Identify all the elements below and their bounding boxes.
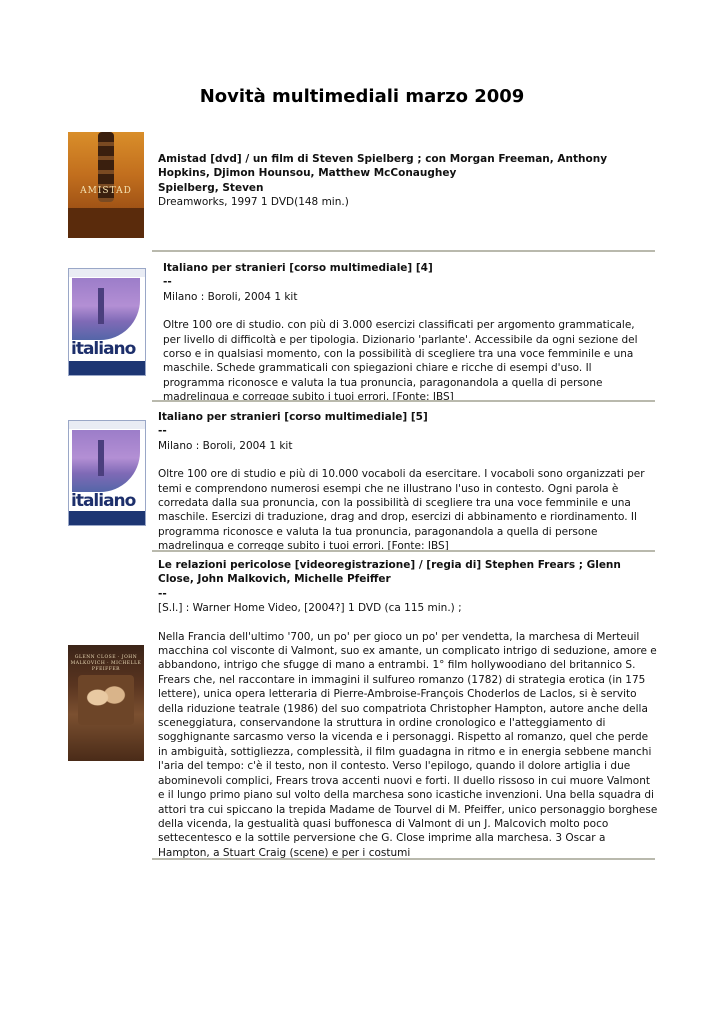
- cover-bottom-band: [69, 511, 145, 525]
- entry-dash: --: [158, 587, 167, 600]
- page-title: Novità multimediali marzo 2009: [199, 86, 525, 107]
- entry-author: Spielberg, Steven: [158, 181, 264, 194]
- cover-top-band: [69, 269, 145, 277]
- italiano-cover-image: [68, 268, 146, 376]
- venice-photo: [72, 430, 140, 492]
- entry-title: Italiano per stranieri [corso multimediale] [4]: [163, 262, 433, 274]
- entry-description: Oltre 100 ore di studio. con più di 3.000 esercizi classificati per argomento grammaticale, per livello di difficoltà e per tipologia. Dizionario 'parlante'. Accessibile da ogni sezione del corso e in qualsiasi momento, con la possibilità di scegliere tra una voce femminile e una maschile. Schede grammaticali con spiegazioni chiare e ricche di esempi d'uso. Il programma riconosce e valuta la tua pronuncia, paragonandola a quella di persone madrelingua e corregge subito i tuoi errori. [Fonte: IBS]: [163, 319, 638, 404]
- italiano-cover-image: [68, 420, 146, 526]
- entry-description: Oltre 100 ore di studio e più di 10.000 vocaboli da esercitare. I vocaboli sono organizzati per temi e comprendono numerosi esempi che ne illustrano l'uso in contesto. Ogni parola è corredata dalla sua pronuncia, con la possibilità di scegliere tra una voce femminile e una maschile. Esercizi di traduzione, drag and drop, esercizi di abbinamento e riordinamento. Il programma riconosce e valuta la tua pronuncia, paragonandola a quella di persone madrelingua e corregge subito i tuoi errori. [Fonte: IBS]: [158, 468, 645, 553]
- amistad-cover-image: [68, 132, 144, 238]
- cover-logo-text: italiano: [71, 339, 136, 359]
- entry-dash: --: [158, 425, 167, 438]
- entry-divider: [152, 550, 655, 552]
- entry-publication: Milano : Boroli, 2004 1 kit: [158, 439, 293, 452]
- entry-publication: Dreamworks, 1997 1 DVD(148 min.): [158, 196, 349, 209]
- cover-bottom-band: [69, 361, 145, 375]
- entry-publication: [S.l.] : Warner Home Video, [2004?] 1 DVD (ca 115 min.) ;: [158, 602, 462, 615]
- entry-publication: Milano : Boroli, 2004 1 kit: [163, 290, 298, 303]
- tower-shape: [98, 440, 104, 476]
- venice-photo: [72, 278, 140, 340]
- entry-description: Nella Francia dell'ultimo '700, un po' per gioco un po' per vendetta, la marchesa di Merteuil macchina col visconte di Valmont, suo ex amante, un complicato intrigo di seduzione, amore e abbandono, intrigo che sfugge di mano a entrambi. 1° film hollywoodiano del britannico S. Frears che, nel raccontare in immagini il sulfureo romanzo (1782) di strategia erotica (in 175 lettere), unica opera letteraria di Pierre-Ambroise-François Choderlos de Laclos, si è servito della riduzione teatrale (1986) del suo compatriota Christopher Hampton, autore anche della sceneggiatura, conservandone la struttura in ordine cronologico e l'atteggiamento di sogghignante sarcasmo verso la vicenda e i personaggi. Rispetto al romanzo, quel che perde in ambiguità, sottigliezza, complessità, il film guadagna in ritmo e in energia sebbene manchi l'aria del tempo: c'è il testo, non il contesto. Verso l'epilogo, quando il dolore artiglia i due abominevoli complici, Frears trova accenti nuovi e forti. Il duello rissoso in cui muore Valmont e il lungo primo piano sul volto della marchesa sono icastiche invenzioni. Una bella squadra di attori tra cui spiccano la trepida Madame de Tourvel di M. Pfeiffer, unico personaggio borghese della vicenda, la gestualità quasi buffonesca di Valmont di un J. Malcovich molto poco settecentesco e la sottile perversione che G. Close imprime alla marchesa. 3 Oscar a Hampton, a Stuart Craig (scene) e per i costumi: [158, 630, 658, 859]
- entry-title: Amistad [dvd] / un film di Steven Spielberg ; con Morgan Freeman, Anthony Hopkins, Djimon Hounsou, Matthew McConaughey: [158, 153, 608, 180]
- cover-portrait: [78, 675, 134, 725]
- cover-top-band: [69, 421, 145, 429]
- relazioni-cover-image: [68, 645, 144, 761]
- entry-dash: --: [163, 276, 172, 289]
- cover-footer: [68, 208, 144, 238]
- cover-logo-text: AMISTAD: [80, 186, 132, 196]
- entry-title: Italiano per stranieri [corso multimediale] [5]: [158, 411, 428, 423]
- tower-shape: [98, 288, 104, 324]
- entry-divider: [152, 858, 655, 860]
- entry-divider: [152, 400, 655, 402]
- cover-cast-text: GLENN CLOSE · JOHN MALKOVICH · MICHELLE PFEIFFER: [70, 655, 142, 672]
- entry-title: Le relazioni pericolose [videoregistrazione] / [regia di] Stephen Frears ; Glenn Close, John Malkovich, Michelle Pfeiffer: [158, 559, 621, 586]
- entry-divider: [152, 250, 655, 252]
- cover-logo-text: italiano: [71, 491, 136, 511]
